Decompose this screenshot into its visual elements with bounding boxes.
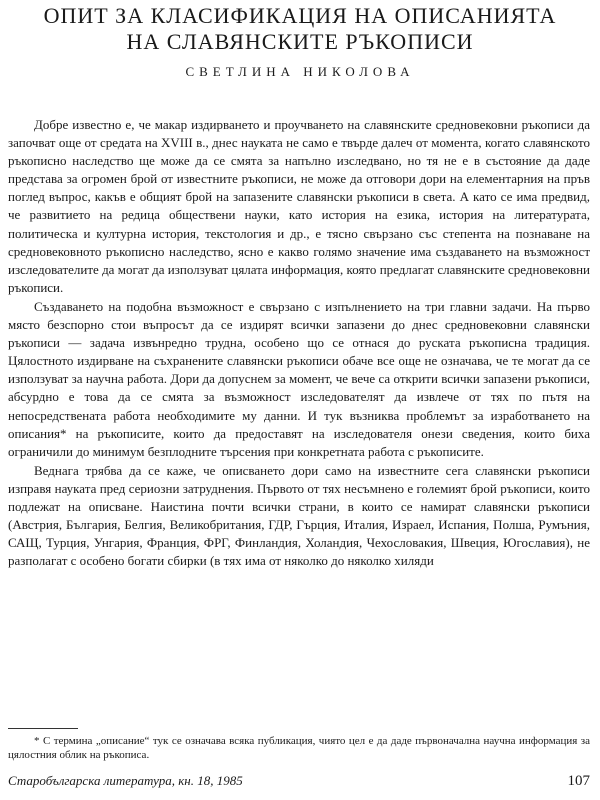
body-paragraph-2: Създаването на подобна възможност е свързано с изпълнението на три главни задачи. На първо място безспорно стои въпросът да се издирят всички запазени до днес средновековни славянски ръкописи — задача извънредно трудна, особено що се отнася до руската ръкописна традиция. Цялостното издирване на съхранените славянски ръкописи обаче все още не означава, че те могат да се използуват за научна работа. Дори да допуснем за момент, че вече са открити всички запазени ръкописи, абсурдно е това да се смята за възможност изследователят да извлече от тях по пътя на непосредствената работа необходимите му данни. И тук възниква проблемът за изработването на описания* на ръкописите, които да предоставят на изследователя онези сведения, които биха ограничили до минимум безплодните търсения при конкретната работа с ръкописите. [8, 298, 590, 459]
article-body [8, 116, 590, 570]
article-title-line2: НА СЛАВЯНСКИТЕ РЪКОПИСИ [126, 29, 474, 54]
journal-citation: Старобългарска литература, кн. 18, 1985 [8, 773, 243, 788]
page-number: 107 [567, 773, 590, 789]
author-name: СВЕТЛИНА НИКОЛОВА [185, 64, 415, 79]
body-paragraph-1: Добре известно е, че макар издирването и проучването на славянските средновековни ръкописи да започват още от средата на XVIII в., днес науката не само е твърде далеч от момента, когато славянското ръкописно наследство ще може да се смята за напълно изследвано, но тя не е в състояние да даде представа за огромен брой от известните ръкописи, не може да отговори дори на елементарния на пръв поглед въпрос, какъв е общият брой на запазените славянски ръкописи в света. А като се има предвид, че развитието на редица обществени науки, като история на езика, история на литературата, политическа и културна история, текстология и др., е тясно свързано със степента на познаване на средновековното ръкописно наследство, ясно е какво голямо значение има създаването на възможност изследователите да могат да използуват цялата информация, която предлагат славянските средновековни ръкописи. [8, 117, 590, 295]
page-footer [8, 773, 590, 797]
footnote-separator [8, 728, 78, 729]
body-paragraph-3: Веднага трябва да се каже, че описването дори само на известните сега славянски ръкописи изправя науката пред сериозни затруднения. Първото от тях несъмнено е големият брой ръкописи, които подлежат на описване. Наистина почти всички страни, в които се намират славянски ръкописи (Австрия, България, Белгия, Великобритания, ГДР, Гърция, Италия, Израел, Испания, Полша, Румъния, САЩ, Турция, Унгария, Франция, ФРГ, Финландия, Холандия, Чехословакия, Швеция, Югославия), не разполагат с особено богати сбирки (в тях има от няколко до няколко хиляди [8, 462, 590, 569]
article-title-line1: ОПИТ ЗА КЛАСИФИКАЦИЯ НА ОПИСАНИЯТА [43, 3, 557, 28]
footnote: * С термина „описание“ тук се означава всяка публикация, чиято цел е да даде първоначална научна информация за цялостния облик на ръкописа. [8, 735, 590, 761]
